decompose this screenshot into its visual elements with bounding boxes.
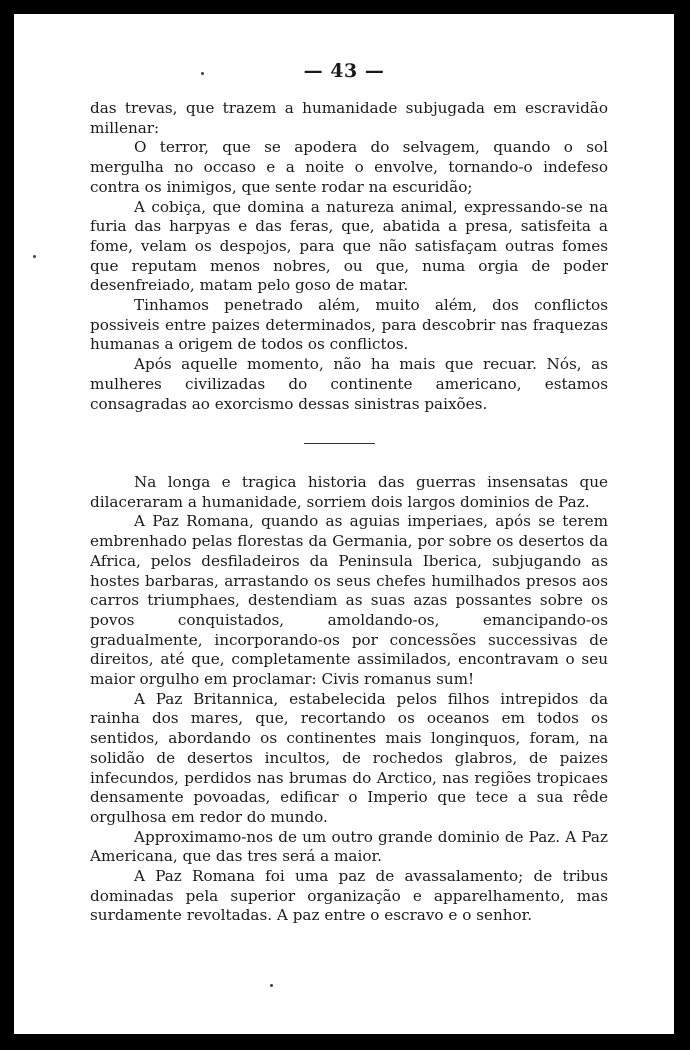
paragraph: Tinhamos penetrado além, muito além, dos conflictos possiveis entre paizes determinados, para descobrir nas fraquezas humanas a origem de todos os conflictos. [90, 296, 608, 354]
paragraph-continuation: das trevas, que trazem a humanidade subjugada em escravidão millenar: [90, 99, 608, 137]
paragraph: Após aquelle momento, não ha mais que recuar. Nós, as mulheres civilizadas do continente americano, estamos consagradas ao exorcismo dessas sinistras paixões. [90, 355, 608, 413]
paragraph: A cobiça, que domina a natureza animal, expressando-se na furia das harpyas e das feras, que, abatida a presa, satisfeita a fome, velam os despojos, para que não satisfaçam outras fomes que reputam menos nobres, ou que, numa orgia de poder desenfreiado, matam pelo goso de matar. [90, 197, 608, 295]
print-speck [201, 72, 204, 75]
paragraph: A Paz Romana foi uma paz de avassalamento; de tribus dominadas pela superior organização e apparelhamento, mas surdamente revoltadas. A paz entre o escravo e o senhor. [90, 867, 608, 925]
paragraph: Na longa e tragica historia das guerras insensatas que dilaceraram a humanidade, sorriem dois largos dominios de Paz. [90, 473, 608, 511]
paragraph: Approximamo-nos de um outro grande dominio de Paz. A Paz Americana, que das tres será a maior. [90, 827, 608, 866]
paragraph: O terror, que se apodera do selvagem, quando o sol mergulha no occaso e a noite o envolve, tornando-o indefeso contra os inimigos, que sente rodar na escuridão; [90, 138, 608, 196]
print-speck [270, 984, 273, 987]
book-page [14, 14, 674, 1034]
text-section-1 [90, 99, 608, 414]
print-speck [33, 255, 36, 258]
page-number: — 43 — [303, 60, 385, 82]
text-section-2 [90, 473, 608, 926]
paragraph: A Paz Romana, quando as aguias imperiaes, após se terem embrenhado pelas florestas da Germania, por sobre os desertos da Africa, pelos desfiladeiros da Peninsula Iberica, subjugando as hostes barbaras, arrastando os seus chefes humilhados presos aos carros triumphaes, destendiam as suas azas possantes sobre os povos conquistados, amoldando-os, emancipando-os gradualmente, incorporando-os por concessões successivas de direitos, até que, completamente assimilados, encontravam o seu maior orgulho em proclamar: Civis romanus sum! [90, 512, 608, 689]
section-divider [304, 443, 375, 444]
paragraph: A Paz Britannica, estabelecida pelos filhos intrepidos da rainha dos mares, que, recortando os oceanos em todos os sentidos, abordando os continentes mais longinquos, foram, na solidão de desertos incultos, de rochedos glabros, de paizes infecundos, perdidos nas brumas do Arctico, nas regiões tropicaes densamente povoadas, edificar o Imperio que tece a sua rêde orgulhosa em redor do mundo. [90, 689, 608, 826]
